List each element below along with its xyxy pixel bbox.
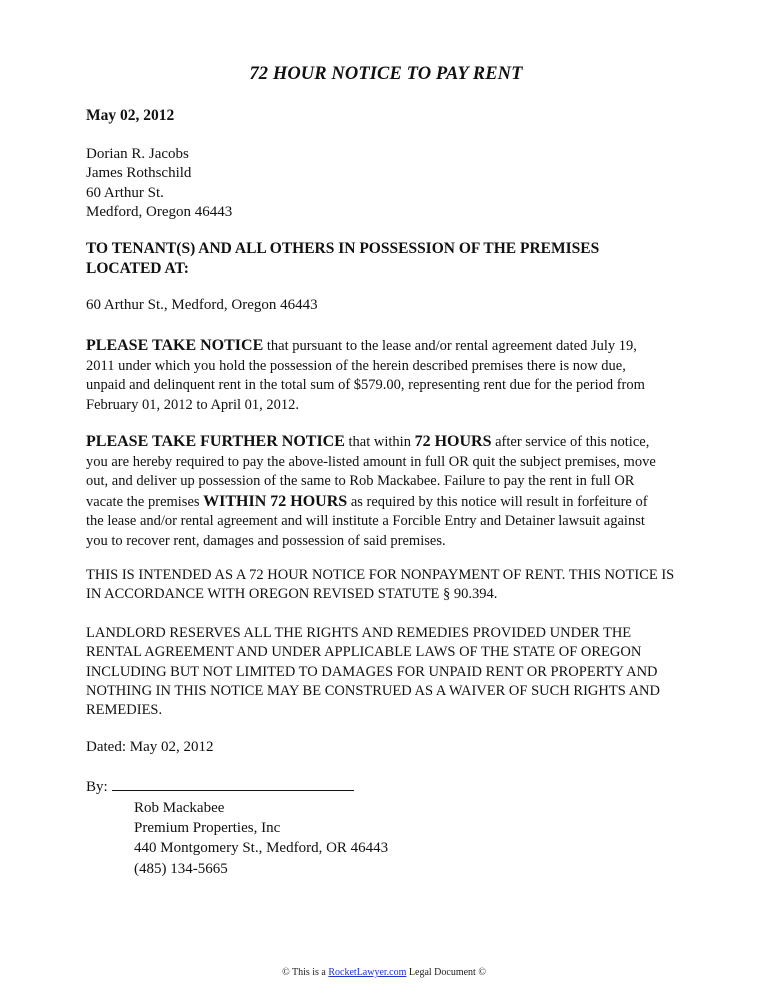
document-footer [0, 967, 768, 978]
tenant-address-block [86, 145, 232, 222]
notice-paragraph-2 [86, 432, 661, 552]
notice-body: that pursuant to the lease and/or rental agreement dated July 19, 2011 under which you hold the possession of the herein described premises there is now due, unpaid and delinquent rent in the total sum of $579.00, representing rent due for the period from February 01, 2012 to April 01, 2012. [86, 338, 645, 413]
by-label: By: [86, 779, 108, 795]
premises-address: 60 Arthur St., Medford, Oregon 46443 [86, 297, 318, 313]
notice-date: May 02, 2012 [86, 107, 175, 124]
footer-prefix: © This is a [282, 967, 329, 978]
further-notice-text-2: after service of this notice, you are hereby required to pay the above-listed amount in full OR quit the subject premises, move out, and deliver up possession of the same to Rob Mackabee. Failure to pay the rent in full OR vacate the premises [86, 434, 656, 510]
dated-line: Dated: May 02, 2012 [86, 739, 214, 755]
document-title: 72 HOUR NOTICE TO PAY RENT [249, 64, 523, 84]
tenant-name-2: James Rothschild [86, 165, 192, 182]
further-notice-text-1: that within [344, 434, 415, 450]
rocketlawyer-link[interactable]: RocketLawyer.com [328, 967, 407, 978]
deadline-72-hours: 72 HOURS [414, 433, 492, 450]
tenant-name-1: Dorian R. Jacobs [86, 146, 189, 162]
notice-paragraph-1 [86, 336, 661, 415]
landlord-block [134, 798, 388, 879]
tenant-street: 60 Arthur St. [86, 184, 164, 201]
tenant-city: Medford, Oregon 46443 [86, 203, 233, 220]
signature-line [112, 778, 354, 791]
rights-notice: LANDLORD RESERVES ALL THE RIGHTS AND REMEDIES PROVIDED UNDER THE RENTAL AGREEMENT AND UNDER APPLICABLE LAWS OF THE STATE OF OREGON INCLUDING BUT NOT LIMITED TO DAMAGES FOR UNPAID RENT OR PROPERTY AND NOTHING IN THIS NOTICE MAY BE CONSTRUED AS A WAIVER OF SUCH RIGHTS AND REMEDIES. [86, 625, 661, 719]
landlord-name: Rob Mackabee [134, 800, 225, 816]
landlord-company: Premium Properties, Inc [134, 820, 281, 837]
landlord-address: 440 Montgomery St., Medford, OR 46443 [134, 840, 389, 857]
signature-row [86, 778, 354, 796]
notice-lead: PLEASE TAKE NOTICE [86, 337, 264, 354]
tenant-heading: TO TENANT(S) AND ALL OTHERS IN POSSESSION OF THE PREMISES LOCATED AT: [86, 240, 600, 277]
landlord-phone: (485) 134-5665 [134, 860, 228, 877]
further-notice-lead: PLEASE TAKE FURTHER NOTICE [86, 433, 345, 450]
further-notice-text-3: as required by this notice will result in forfeiture of the lease and/or rental agreement and will institute a Forcible Entry and Detainer lawsuit against you to recover rent, damages and possession of said premises. [86, 493, 648, 549]
footer-suffix: Legal Document © [406, 967, 486, 978]
statute-notice: THIS IS INTENDED AS A 72 HOUR NOTICE FOR NONPAYMENT OF RENT. THIS NOTICE IS IN ACCORDANCE WITH OREGON REVISED STATUTE § 90.394. [86, 567, 675, 603]
deadline-within-72-hours: WITHIN 72 HOURS [203, 492, 348, 510]
